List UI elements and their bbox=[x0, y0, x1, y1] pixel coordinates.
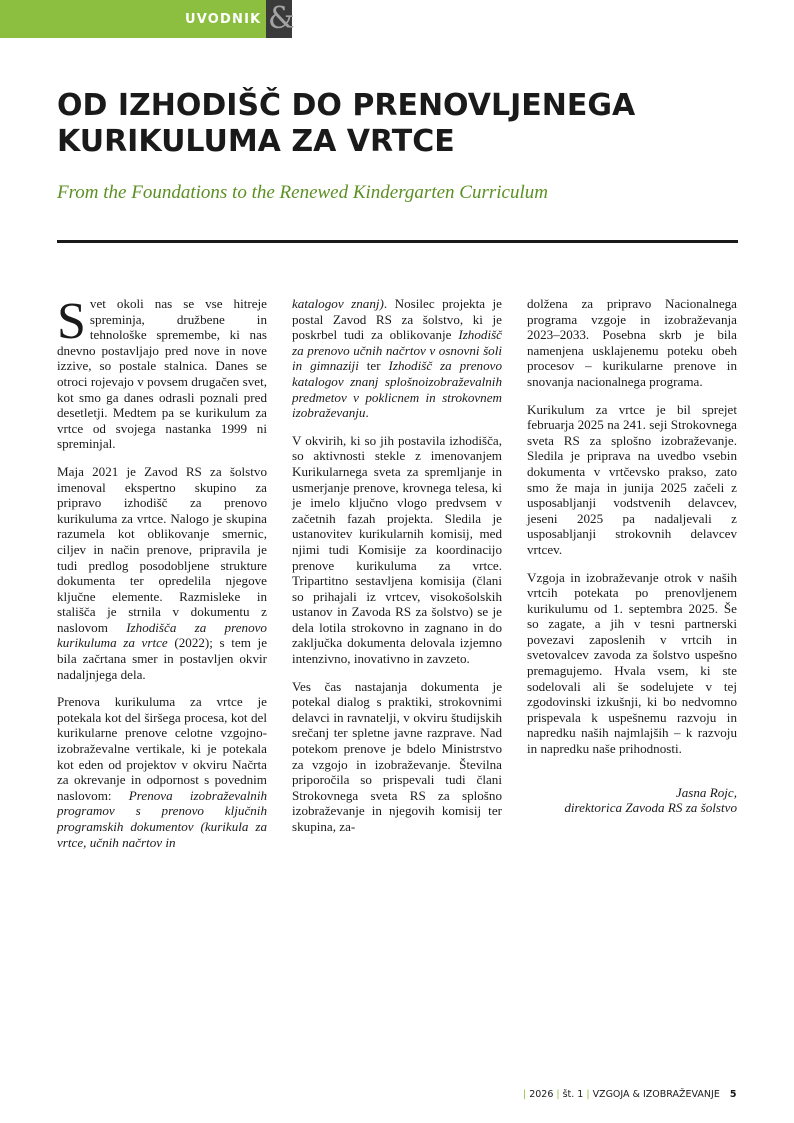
paragraph: Ves čas nastajanja dokumenta je potekal dialog s praktiki, strokovnimi delavci in ravnatelji, v okviru študijskih srečanj ter spletne javne razprave. Nad potekom prenove je bdelo Ministrstvo za vzgojo in izobraževanje. Številna priporočila so prispevali tudi člani Strokovnega sveta RS za splošno izobraževanje in njegovih komisij ter skupina, za- bbox=[292, 678, 502, 834]
document-title: Izhodišča za prenovo kurikuluma za vrtce bbox=[57, 619, 267, 651]
section-tab bbox=[0, 0, 266, 38]
footer-issue: št. 1 bbox=[562, 1089, 584, 1100]
paragraph bbox=[57, 293, 267, 452]
paragraph-text: Prenova kurikuluma za vrtce je potekala kot del širšega procesa, kot del kurikularne prenove celotne vzgojno-izobraževalne vertikale, ki je potekala kot eden od projektov v okviru Načrta za okrevanje in odpornost s povednim naslovom: bbox=[57, 694, 267, 803]
column-2 bbox=[292, 296, 502, 847]
paragraph-text: (2022); s tem je bila začrtana smer in postavljen okvir nadaljnjega dela. bbox=[57, 635, 268, 682]
column-3 bbox=[527, 296, 737, 816]
paragraph bbox=[57, 464, 267, 682]
paragraph: Kurikulum za vrtce je bil sprejet februarja 2025 na 241. seji Strokovnega sveta RS za splošno izobraževanje. Sledila je priprava na uvedbo vsebin dokumenta v vrtčevsko prakso, zato smo že maja in junija 2025 začeli z usposabljanji vodstvenih delavcev, jeseni 2025 pa nadaljevali z usposabljanji strokovnih delavcev vrtcev. bbox=[527, 401, 737, 557]
article-subtitle: From the Foundations to the Renewed Kindergarten Curriculum bbox=[57, 182, 548, 203]
footer-journal: VZGOJA & IZOBRAŽEVANJE bbox=[592, 1089, 720, 1100]
ampersand-glyph: & bbox=[268, 1, 295, 36]
signature-role: direktorica Zavoda RS za šolstvo bbox=[564, 800, 737, 816]
paragraph bbox=[292, 296, 502, 421]
paragraph-text: . bbox=[365, 405, 369, 421]
paragraph-text: Maja 2021 je Zavod RS za šolstvo imenoval ekspertno skupino za pripravo izhodišč za prenovo kurikuluma za vrtce. Nalogo je skupina razumela kot oblikovanje smernic, ciljev in način prenove, pripravila je tudi predlog posodobljene strukture dokumenta ter opredelila njegove ključne elemente. Razmisleke in stališča je strnila v dokumentu z naslovom bbox=[57, 463, 267, 635]
signature-name: Jasna Rojc, bbox=[675, 784, 737, 800]
document-title: Izhodišč za prenovo katalogov znanj splošnoizobraževalnih predmetov v poklicnem in strokovnem izobraževanju bbox=[292, 358, 503, 421]
project-title: katalogov znanj) bbox=[292, 296, 384, 311]
paragraph bbox=[57, 694, 267, 850]
signature bbox=[527, 785, 737, 816]
footer-year: 2026 bbox=[529, 1089, 554, 1100]
article-title: OD IZHODIŠČ DO PRENOVLJENEGA KURIKULUMA ZA VRTCE bbox=[57, 88, 636, 159]
paragraph: Vzgoja in izobraževanje otrok v naših vrtcih potekata po prenovljenem kurikulumu od 1. septembra 2025. Še so zagate, a jih v tesni partnerski povezavi zaposlenih v vrtcih in svetovalcev zavoda za šolstvo uspešno premagujemo. Hvala vsem, ki ste sodelovali ali še sodelujete v tej zgodovinski izkušnji, ki bo nedvomno prispevala k uspešnemu razvoju in napredku naših najmlajših – k razvoju in napredku naše prihodnosti. bbox=[527, 569, 737, 757]
paragraph: dolžena za pripravo Nacionalnega programa vzgoje in izobraževanja 2023–2033. Posebna skrb je bila namenjena usklajenemu poteku obeh procesov – kurikularne prenove in snovanja nacionalnega programa. bbox=[527, 296, 737, 389]
ampersand-logo bbox=[266, 0, 295, 38]
paragraph-text: . Nosilec projekta je postal Zavod RS za šolstvo, ki je poskrbel tudi za oblikovanje bbox=[292, 296, 502, 343]
document-title: Izhodišč za prenovo učnih načrtov v osnovni šoli in gimnaziji bbox=[292, 327, 502, 374]
project-title: Prenova izobraževalnih programov s prenovo ključnih programskih dokumentov (kurikula za vrtce, učnih načrtov in bbox=[57, 787, 267, 850]
paragraph-text: vet okoli nas se vse hitreje spreminja, družbene in tehnološke spremembe, ki nas dnevno postavljajo pred nove in nove izzive, so postale stalnica. Danes se otroci rojevajo v povsem drugačen svet, kot smo ga danes odrasli poznali pred desetletji. Medtem pa se kurikulum za vrtce od svojega nastanka 1999 ni spreminjal. bbox=[57, 296, 267, 452]
paragraph-text: ter bbox=[358, 358, 389, 374]
paragraph: V okvirih, ki so jih postavila izhodišča, so aktivnosti stekle z imenovanjem Kurikularnega sveta za spremljanje in usmerjanje prenove, krovnega telesa, ki je imelo ključno vlogo predvsem v začetnih fazah projekta. Sledila je ustanovitev kurikularnih komisij, med njimi tudi Komisije za koordinacijo prenove kurikuluma za vrtce. Tripartitno sestavljena komisija (člani so prihajali iz vrtcev, visokošolskih ustanov in Zavoda RS za šolstvo) se je dela lotila strokovno in zagnano in do zaključka dokumenta delovala izjemno intenzivno, inovativno in zavzeto. bbox=[292, 432, 502, 667]
page-number: 5 bbox=[729, 1089, 737, 1100]
title-divider bbox=[57, 240, 738, 243]
column-1 bbox=[57, 293, 268, 862]
drop-cap: S bbox=[57, 293, 86, 350]
section-label: UVODNIK bbox=[185, 12, 262, 27]
page-footer: | 2026 | št. 1 | VZGOJA & IZOBRAŽEVANJE 5 bbox=[523, 1089, 737, 1100]
